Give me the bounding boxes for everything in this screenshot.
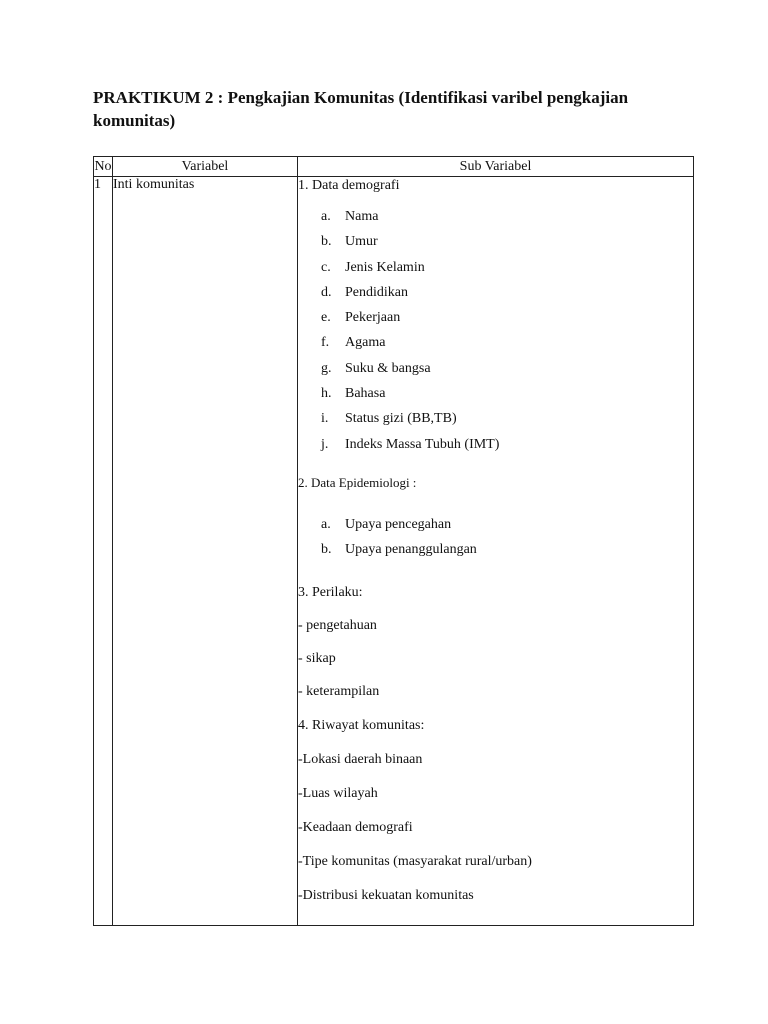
row-variabel: Inti komunitas [113, 177, 298, 926]
perilaku-line: - keterampilan [298, 683, 380, 699]
list-item-text: Upaya penanggulangan [345, 542, 477, 558]
list-marker: h. [321, 386, 332, 402]
riwayat-line: -Distribusi kekuatan komunitas [298, 887, 474, 903]
list-item [298, 406, 693, 431]
list-item-text: Pendidikan [345, 284, 408, 300]
perilaku-line: - pengetahuan [298, 617, 377, 633]
riwayat-line: -Keadaan demografi [298, 819, 413, 835]
list-item [298, 330, 693, 355]
list-item-text: Bahasa [345, 386, 386, 402]
list-item [298, 229, 693, 254]
list-marker: g. [321, 360, 332, 376]
list-item-text: Indeks Massa Tubuh (IMT) [345, 436, 500, 452]
variable-table [93, 156, 694, 926]
list-marker: e. [321, 310, 331, 326]
list-item-text: Status gizi (BB,TB) [345, 411, 457, 427]
header-no: No [94, 157, 113, 177]
header-sub-variabel: Sub Variabel [298, 157, 694, 177]
list-marker: i. [321, 411, 329, 427]
list-item-text: Agama [345, 335, 386, 351]
header-variabel: Variabel [113, 157, 298, 177]
list-marker: j. [321, 436, 329, 452]
list-marker: a. [321, 209, 331, 224]
demografi-list [298, 204, 693, 457]
list-marker: b. [321, 542, 332, 558]
list-item [298, 356, 693, 381]
list-item [298, 381, 693, 406]
list-item-text: Umur [345, 234, 378, 250]
list-item [298, 432, 693, 457]
list-item [298, 512, 693, 537]
row-sub-variabel [298, 177, 694, 926]
section-perilaku-title: 3. Perilaku: [298, 584, 363, 600]
list-item-text: Upaya pencegahan [345, 516, 452, 532]
section-riwayat-komunitas-title: 4. Riwayat komunitas: [298, 717, 425, 733]
perilaku-line: - sikap [298, 650, 336, 666]
list-item [298, 537, 693, 562]
list-item [298, 305, 693, 330]
riwayat-line: -Tipe komunitas (masyarakat rural/urban) [298, 853, 532, 869]
section-data-demografi-title: 1. Data demografi [298, 178, 400, 193]
epidemiologi-list [298, 512, 693, 563]
list-item-text: Suku & bangsa [345, 360, 431, 376]
list-item-text: Pekerjaan [345, 310, 401, 326]
row-number: 1 [94, 177, 113, 926]
list-item [298, 280, 693, 305]
list-marker: b. [321, 234, 332, 250]
table-row [94, 177, 694, 926]
list-marker: d. [321, 284, 332, 300]
list-item [298, 204, 693, 229]
list-marker: a. [321, 516, 331, 532]
document-title: PRAKTIKUM 2 : Pengkajian Komunitas (Identifikasi varibel pengkajian komunitas) [93, 88, 629, 130]
riwayat-line: -Lokasi daerah binaan [298, 751, 423, 767]
table-header-row [94, 157, 694, 177]
section-data-epidemiologi-title: 2. Data Epidemiologi : [298, 474, 417, 490]
riwayat-line: -Luas wilayah [298, 785, 378, 801]
list-item-text: Nama [345, 209, 379, 224]
list-marker: f. [321, 335, 330, 351]
list-marker: c. [321, 259, 331, 275]
list-item [298, 255, 693, 280]
list-item-text: Jenis Kelamin [345, 259, 425, 275]
